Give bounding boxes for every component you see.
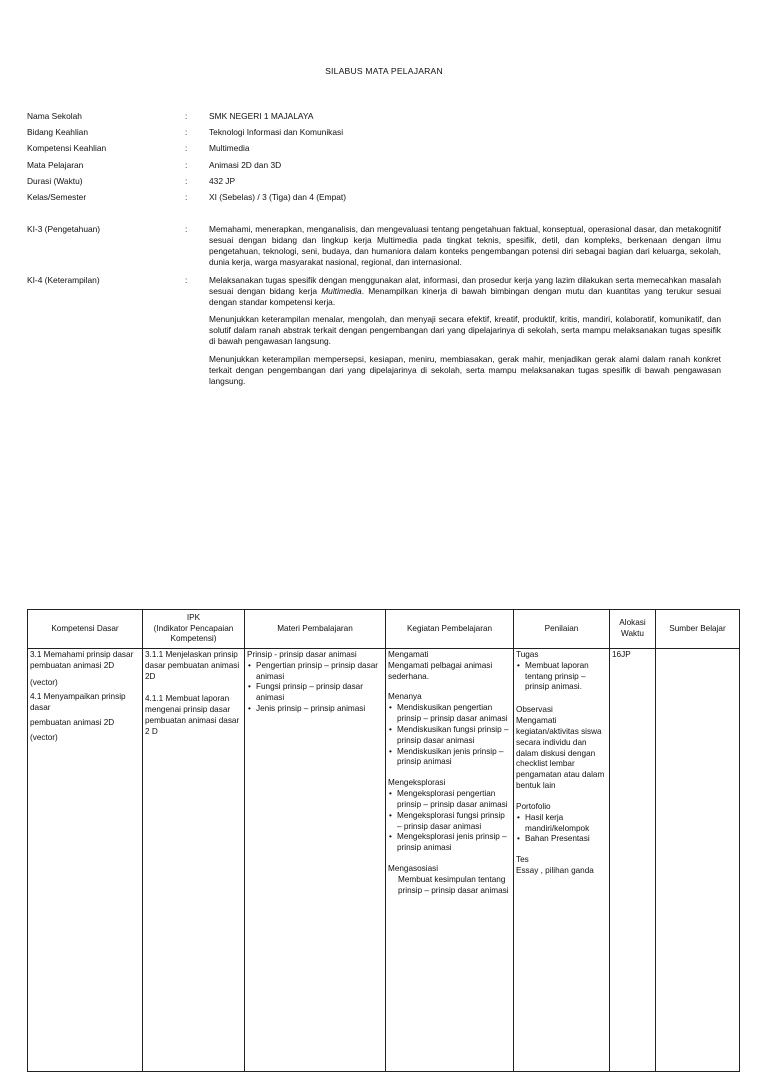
identity-colon: : xyxy=(185,143,188,154)
list-item: • Pengertian prinsip – prinsip dasar animasi xyxy=(256,661,383,683)
identity-row-mata-pelajaran xyxy=(27,160,747,176)
header-ipk xyxy=(143,610,245,649)
identity-row-durasi xyxy=(27,176,747,192)
identity-value: SMK NEGERI 1 MAJALAYA xyxy=(209,111,314,121)
identity-colon: : xyxy=(185,159,188,170)
ki3-text-container xyxy=(209,224,721,274)
kd-3-1-line-c: (vector) xyxy=(30,677,58,687)
ipk-4-1-1: 4.1.1 Membuat laporan mengenai prinsip dasar pembuatan animasi dasar 2 D xyxy=(145,694,240,736)
list-item: • Mengeksplorasi jenis prinsip – prinsip animasi xyxy=(397,832,511,854)
list-item: • Mendiskusikan pengertian prinsip – prinsip dasar animasi xyxy=(397,703,511,725)
identity-label: Mata Pelajaran xyxy=(27,159,84,170)
kegiatan-mengamati-title: Mengamati xyxy=(388,650,429,659)
identity-row-kompetensi-keahlian xyxy=(27,143,747,159)
ki3-colon: : xyxy=(185,224,188,234)
kd-4-1-line-b: pembuatan animasi 2D xyxy=(30,718,115,728)
cell-ipk xyxy=(143,649,245,1072)
identity-section xyxy=(27,111,747,208)
kegiatan-menanya-list xyxy=(388,703,511,768)
kegiatan-eksplorasi-title: Mengeksplorasi xyxy=(388,778,446,788)
identity-label: Bidang Keahlian xyxy=(27,127,89,138)
cell-sumber-belajar xyxy=(656,649,740,1072)
kegiatan-mengamati-text: Mengamati pelbagai animasi sederhana. xyxy=(388,660,493,681)
header-sumber-belajar: Sumber Belajar xyxy=(656,610,740,649)
ki4-p1-after: . Menampilkan kinerja di bawah bimbingan dengan mutu dan kuantitas yang terukur sesuai dengan standar kompetensi kerja. xyxy=(209,286,721,308)
list-item: • Fungsi prinsip – prinsip dasar animasi xyxy=(256,682,383,704)
list-item: • Mengeksplorasi fungsi prinsip – prinsip dasar animasi xyxy=(397,811,511,833)
identity-colon: : xyxy=(185,175,188,186)
identity-label: Durasi (Waktu) xyxy=(27,175,83,186)
penilaian-tes-text: Essay , pilihan ganda xyxy=(516,866,594,876)
list-item: • Jenis prinsip – prinsip animasi xyxy=(256,704,383,715)
header-kegiatan: Kegiatan Pembelajaran xyxy=(386,610,514,649)
cell-penilaian xyxy=(514,649,610,1072)
identity-colon: : xyxy=(185,111,188,121)
kd-3-1-line-b: pembuatan animasi 2D xyxy=(30,660,115,670)
document-title: SILABUS MATA PELAJARAN xyxy=(325,66,443,76)
list-item: • Mendiskusikan fungsi prinsip – prinsip dasar animasi xyxy=(397,725,511,747)
header-penilaian: Penilaian xyxy=(514,610,610,649)
list-item: • Hasil kerja mandiri/kelompok xyxy=(525,813,607,835)
identity-label: Nama Sekolah xyxy=(27,111,82,121)
silabus-table xyxy=(27,609,740,1072)
identity-label: Kelas/Semester xyxy=(27,191,87,202)
identity-value: Multimedia xyxy=(209,143,250,154)
ki3-section xyxy=(27,224,747,274)
list-item: • Mengeksplorasi pengertian prinsip – prinsip dasar animasi xyxy=(397,789,511,811)
ki3-text: Memahami, menerapkan, menganalisis, dan mengevaluasi tentang pengetahuan faktual, konseptual, operasional dasar, dan metakognitif sesuai dengan bidang dan lingkup kerja Multimedia pada tingkat teknis, spesifik, detil, dan kompleks, berkenaan dengan ilmu pengetahuan, teknologi, seni, budaya, dan humaniora dalam konteks pengembangan potensi diri sebagai bagian dari keluarga, sekolah, dunia kerja, warga masyarakat nasional, regional, dan internasional. xyxy=(209,224,721,268)
ki4-paragraph-2: Menunjukkan keterampilan menalar, mengolah, dan menyaji secara efektif, kreatif, produktif, kritis, mandiri, kolaboratif, komunikatif, dan solutif dalam ranah abstrak terkait dengan pengembangan dari yang dipelajarinya di sekolah, serta mampu melaksanakan tugas spesifik di bawah pengawasan langsung. xyxy=(209,314,721,347)
header-ipk-line2: (Indikator Pencapaian Kompetensi) xyxy=(153,623,234,644)
list-item: • Membuat laporan tentang prinsip – prinsip animasi. xyxy=(525,661,607,693)
ki3-label: KI-3 (Pengetahuan) xyxy=(27,224,101,234)
table-row xyxy=(28,649,740,1072)
ki4-paragraph-1 xyxy=(209,275,721,308)
kd-4-1-line-a: 4.1 Menyampaikan prinsip dasar xyxy=(30,692,126,713)
header-materi: Materi Pembalajaran xyxy=(245,610,386,649)
ki4-paragraph-3: Menunjukkan keterampilan mempersepsi, kesiapan, meniru, membiasakan, gerak mahir, menjadikan gerak alami dalam ranah konkret terkait dengan pengembangan dari yang dipelajarinya di sekolah, serta mampu melaksanakan tugas spesifik di bawah pengawasan langsung. xyxy=(209,353,721,386)
header-kompetensi-dasar: Kompetensi Dasar xyxy=(28,610,143,649)
kegiatan-eksplorasi-list xyxy=(388,789,511,854)
ki4-section xyxy=(27,275,747,393)
identity-row-bidang-keahlian xyxy=(27,127,747,143)
kegiatan-asosiasi-title: Mengasosiasi xyxy=(388,864,439,874)
materi-title: Prinsip - prinsip dasar animasi xyxy=(247,650,357,659)
ki4-p1-before: Melaksanakan tugas spesifik dengan menggunakan alat, informasi, dan prosedur kerja yang lazim dilakukan serta memecahkan masalah sesuai dengan bidang kerja xyxy=(209,275,721,297)
ki4-p1-italic: Multimedia xyxy=(321,286,362,297)
identity-value: Teknologi Informasi dan Komunikasi xyxy=(209,127,344,138)
identity-colon: : xyxy=(185,191,188,202)
list-item: • Bahan Presentasi xyxy=(525,834,607,845)
cell-kompetensi-dasar xyxy=(28,649,143,1072)
identity-value: Animasi 2D dan 3D xyxy=(209,159,282,170)
kd-4-1-line-c: (vector) xyxy=(30,732,58,742)
kegiatan-menanya-title: Menanya xyxy=(388,692,422,702)
penilaian-tes-title: Tes xyxy=(516,855,529,865)
header-alokasi-waktu: Alokasi Waktu xyxy=(610,610,656,649)
ki4-text-container xyxy=(209,275,721,393)
list-item: • Mendiskusikan jenis prinsip – prinsip animasi xyxy=(397,747,511,769)
kd-3-1-line-a: 3.1 Memahami prinsip dasar xyxy=(30,650,134,659)
penilaian-tugas-list xyxy=(516,661,607,693)
table-header-row xyxy=(28,610,740,649)
cell-alokasi-waktu: 16JP xyxy=(610,649,656,1072)
cell-materi xyxy=(245,649,386,1072)
header-ipk-line1: IPK xyxy=(186,612,201,622)
ki4-colon: : xyxy=(185,275,188,285)
identity-label: Kompetensi Keahlian xyxy=(27,143,107,154)
penilaian-tugas-title: Tugas xyxy=(516,650,539,659)
ki4-label: KI-4 (Keterampilan) xyxy=(27,275,100,285)
identity-row-kelas-semester xyxy=(27,192,747,208)
identity-row-nama-sekolah xyxy=(27,111,747,127)
ipk-3-1-1: 3.1.1 Menjelaskan prinsip dasar pembuatan animasi 2D xyxy=(145,650,240,681)
identity-value: XI (Sebelas) / 3 (Tiga) dan 4 (Empat) xyxy=(209,191,347,202)
penilaian-observasi-title: Observasi xyxy=(516,705,553,715)
materi-list xyxy=(247,661,383,715)
penilaian-portofolio-list xyxy=(516,813,607,845)
kegiatan-asosiasi-text: Membuat kesimpulan tentang prinsip – prinsip dasar animasi xyxy=(398,874,509,895)
penilaian-observasi-text: Mengamati kegiatan/aktivitas siswa secara individu dan dalam diskusi dengan checklist lembar pengamatan atau dalam bentuk lain xyxy=(516,716,605,791)
identity-colon: : xyxy=(185,127,188,138)
penilaian-portofolio-title: Portofolio xyxy=(516,801,551,811)
cell-kegiatan xyxy=(386,649,514,1072)
identity-value: 432 JP xyxy=(209,175,236,186)
